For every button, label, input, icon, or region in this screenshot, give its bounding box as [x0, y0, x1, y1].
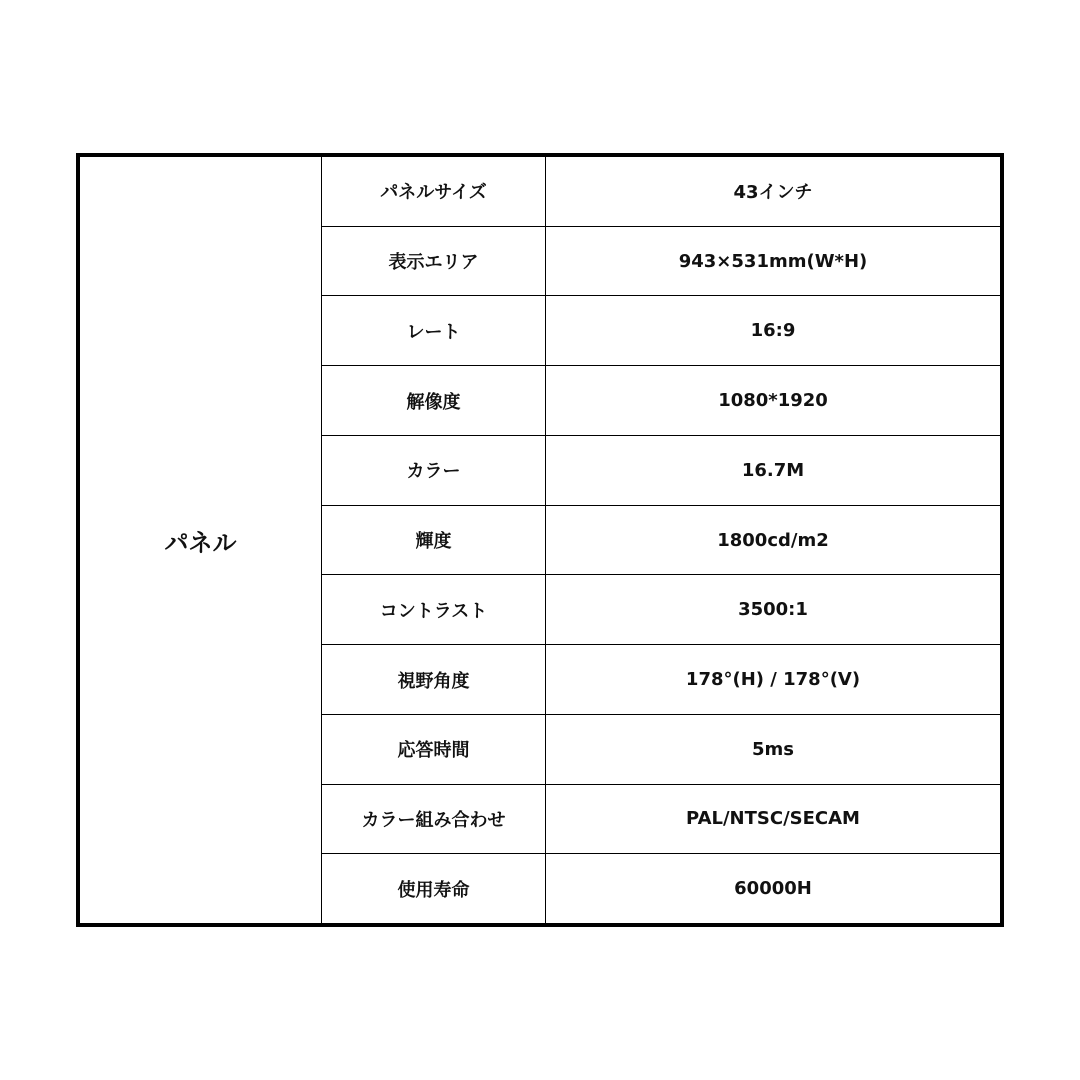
spec-value: 1080*1920: [718, 390, 828, 412]
spec-table: [76, 153, 1004, 927]
spec-label: 解像度: [322, 366, 546, 435]
table-row: [322, 366, 1000, 436]
spec-value: 5ms: [752, 738, 794, 760]
spec-label: パネルサイズ: [322, 157, 546, 226]
table-row: [322, 436, 1000, 506]
table-row: [322, 785, 1000, 855]
table-row: [322, 715, 1000, 785]
spec-label: コントラスト: [322, 575, 546, 644]
spec-value: PAL/NTSC/SECAM: [686, 808, 860, 830]
table-row: [322, 157, 1000, 227]
table-row: [322, 854, 1000, 923]
spec-value: 16:9: [750, 320, 796, 342]
spec-value: 16.7M: [741, 459, 805, 481]
table-row: [322, 506, 1000, 576]
spec-value: 60000H: [734, 878, 812, 900]
spec-label: レート: [322, 296, 546, 365]
spec-value: 1800cd/m2: [717, 529, 829, 551]
spec-value: 178°(H) / 178°(V): [685, 669, 861, 690]
spec-label: 表示エリア: [322, 227, 546, 296]
spec-label: カラー: [322, 436, 546, 505]
spec-value: 943×531mm(W*H): [678, 250, 868, 272]
spec-value: 3500:1: [738, 599, 808, 621]
category-cell: パネル: [80, 157, 322, 923]
spec-label: 応答時間: [322, 715, 546, 784]
spec-label: 視野角度: [322, 645, 546, 714]
table-row: [322, 645, 1000, 715]
spec-label: 輝度: [322, 506, 546, 575]
spec-label: 使用寿命: [322, 854, 546, 923]
spec-label: カラー組み合わせ: [322, 785, 546, 854]
table-row: [322, 575, 1000, 645]
spec-rows: [322, 157, 1000, 923]
spec-value: 43インチ: [733, 182, 813, 204]
table-row: [322, 227, 1000, 297]
table-row: [322, 296, 1000, 366]
